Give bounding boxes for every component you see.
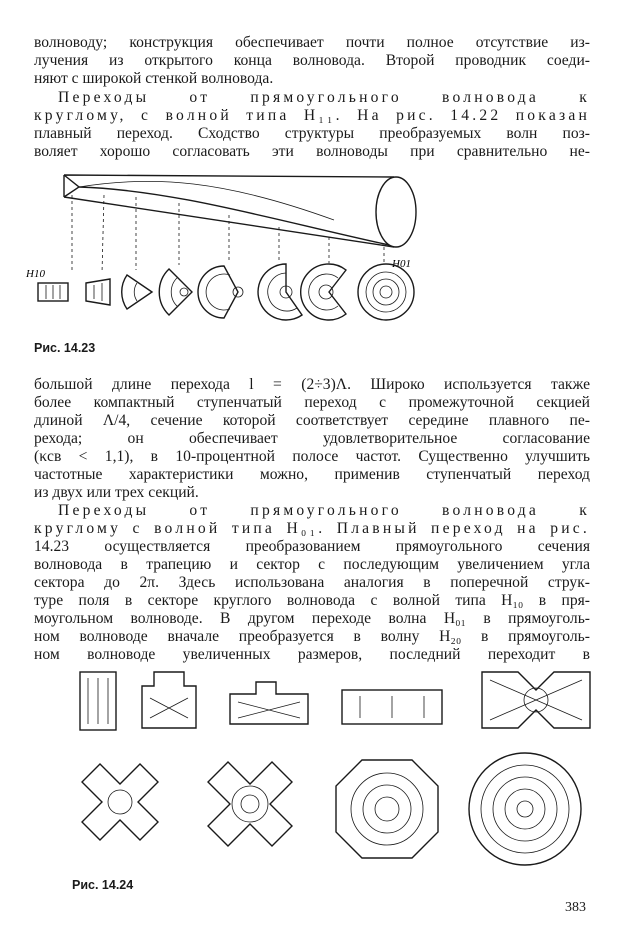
text-line: из двух или трех секций. — [34, 484, 199, 501]
fig24-octagon — [336, 760, 438, 858]
text-line: большой длине перехода l = (2÷3)Λ. Широко используется также — [34, 376, 590, 393]
figure-14-23 — [24, 165, 424, 340]
fig24-step — [142, 672, 196, 728]
cross-section-sector-5 — [301, 264, 346, 320]
fig24-cross-2 — [208, 762, 292, 846]
text-line: туре поля в секторе круглого волновода с волной типа H₁₀ в пря- — [34, 592, 590, 609]
text-line: 14.23 осуществляется преобразованием прямоугольного сечения — [34, 538, 590, 555]
text-line: лучения из открытого конца волновода. Второй проводник соеди- — [34, 52, 590, 69]
label-h01: H01 — [392, 258, 411, 270]
section-heading-line: Переходы от прямоугольного волновода к — [58, 502, 590, 519]
text-line: волновода в трапецию и сектор с последующим увеличением угла — [34, 556, 590, 573]
text-line: длиной Λ/4, сечение которой соответствует середине плавного пе- — [34, 412, 590, 429]
text-line: воляет хорошо согласовать эти волноводы при сравнительно не- — [34, 143, 590, 160]
fig24-wide-step — [230, 682, 308, 724]
cross-section-sector — [122, 275, 152, 309]
label-h10: H10 — [26, 268, 45, 280]
section-heading-line: круглому с волной типа H₀₁. Плавный переход на рис. — [34, 520, 590, 537]
text-line: волноводу; конструкция обеспечивает почти полное отсутствие из- — [34, 34, 590, 51]
text-line: более компактный ступенчатый переход с промежуточной секцией — [34, 394, 590, 411]
fig24-rect-narrow — [80, 672, 116, 730]
cross-section-sector-2 — [159, 269, 192, 315]
figure-caption: Рис. 14.24 — [72, 878, 134, 892]
text-line: частотные характеристики можно, применив ступенчатый переход — [34, 466, 590, 483]
page-number: 383 — [565, 900, 586, 915]
text-line: (κсв < 1,1), в 10-процентной полосе частот. Существенно улучшить — [34, 448, 590, 465]
figure-14-24 — [70, 668, 600, 873]
fig24-cross-1 — [82, 764, 158, 840]
cross-section-rect — [38, 283, 68, 301]
text-line: ном волноводе вначале преобразуется в волну H₂₀ в прямоуголь- — [34, 628, 590, 645]
cross-section-trapezoid — [86, 279, 110, 305]
text-line: ном волноводе увеличенных размеров, последний переходит в — [34, 646, 590, 663]
text-line: плавный переход. Сходство структуры преобразуемых волн поз- — [34, 125, 590, 142]
cross-section-sector-3 — [198, 266, 243, 318]
cross-section-sector-4 — [258, 264, 302, 320]
fig24-rect-wide — [342, 690, 442, 724]
fig24-hexagon-cross — [482, 672, 590, 728]
leader-lines — [72, 195, 384, 273]
section-heading-line: круглому, с волной типа H₁₁. На рис. 14.22 показан — [34, 107, 590, 124]
text-line: сектора до 2π. Здесь использована аналогия в поперечной струк- — [34, 574, 590, 591]
text-line: рехода; он обеспечивает удовлетворительное согласование — [34, 430, 590, 447]
text-line: моугольном волноводе. В другом переходе волна H₀₁ в прямоуголь- — [34, 610, 590, 627]
cross-section-circle — [358, 264, 414, 320]
fig24-circle — [469, 753, 581, 865]
section-heading-line: Переходы от прямоугольного волновода к — [58, 89, 590, 106]
figure-caption: Рис. 14.23 — [34, 341, 96, 355]
text-line: няют с широкой стенкой волновода. — [34, 70, 274, 87]
